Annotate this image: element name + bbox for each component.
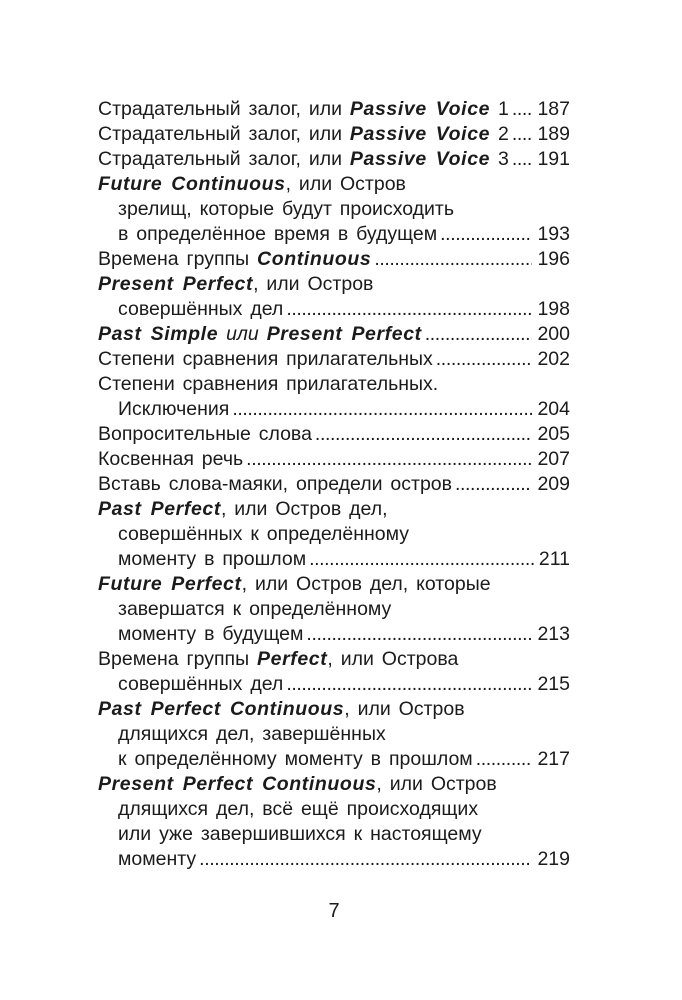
toc-line-text (98, 447, 243, 472)
page-ref: 187 (537, 98, 570, 120)
entry-text: Времена группы (98, 248, 258, 270)
toc-line (98, 447, 570, 472)
entry-term: Past Perfect Continuous (98, 698, 345, 720)
toc-line (98, 572, 570, 597)
entry-text: моменту в будущем (118, 623, 304, 645)
toc-line-text (98, 472, 452, 497)
entry-text: 1 (490, 98, 509, 120)
dot-leader (512, 147, 533, 172)
toc-entry (98, 97, 570, 122)
entry-text: завершатся к определённому (118, 598, 392, 620)
entry-text: , или Остров (285, 173, 406, 195)
dot-leader (286, 297, 532, 322)
toc-line (98, 97, 570, 122)
toc-line-text (98, 122, 509, 147)
dot-leader (455, 472, 532, 497)
entry-text: , или Остров (376, 773, 497, 795)
entry-term: Future Perfect (98, 573, 242, 595)
toc-line-text (118, 197, 454, 222)
toc-line-text (98, 272, 373, 297)
toc-line (98, 372, 570, 397)
toc-line (98, 197, 570, 222)
entry-text: , или Острова (327, 648, 459, 670)
toc-line-text (118, 797, 478, 822)
toc-line (98, 522, 570, 547)
toc-line (98, 172, 570, 197)
toc-entry (98, 372, 570, 422)
dot-leader (512, 97, 533, 122)
entry-text: совершённых к определённому (118, 523, 410, 545)
toc-line (98, 822, 570, 847)
entry-text: Степени сравнения прилагательных (98, 348, 433, 370)
entry-term: Future Continuous (98, 173, 286, 195)
toc-entry (98, 122, 570, 147)
toc-line (98, 122, 570, 147)
page-ref: 205 (537, 423, 570, 445)
toc-line (98, 147, 570, 172)
toc-line (98, 647, 570, 672)
entry-text: совершённых дел (118, 298, 284, 320)
page-ref: 191 (537, 148, 570, 170)
page-ref: 200 (537, 323, 570, 345)
toc-line-text (118, 222, 437, 247)
page-ref: 196 (537, 248, 570, 270)
dot-leader (436, 347, 533, 372)
entry-term: Perfect (257, 648, 328, 670)
toc-line (98, 672, 570, 697)
entry-text: Страдательный залог, или (98, 123, 350, 145)
entry-text: в определённое время в будущем (118, 223, 438, 245)
toc-line (98, 472, 570, 497)
toc-line-text (98, 372, 438, 397)
toc-line-text (118, 597, 391, 622)
toc-entry (98, 147, 570, 172)
toc-line-text (98, 572, 491, 597)
dot-leader (440, 222, 532, 247)
toc-line-text (118, 847, 196, 872)
toc-line-text (118, 397, 229, 422)
entry-text: Вставь слова-маяки, определи остров (98, 473, 452, 495)
page-ref: 198 (537, 298, 570, 320)
entry-term: Passive Voice (349, 123, 491, 145)
entry-term: Passive Voice (349, 98, 491, 120)
table-of-contents (98, 97, 570, 872)
entry-text: Вопросительные слова (98, 423, 312, 445)
toc-line-text (98, 697, 465, 722)
toc-line (98, 247, 570, 272)
toc-line (98, 272, 570, 297)
toc-line-text (118, 822, 482, 847)
toc-line-text (98, 172, 406, 197)
toc-line (98, 322, 570, 347)
toc-line (98, 497, 570, 522)
entry-term: Present Perfect (266, 323, 422, 345)
toc-line-text (98, 647, 458, 672)
toc-line (98, 222, 570, 247)
toc-line-text (98, 772, 497, 797)
toc-entry (98, 447, 570, 472)
entry-term: Present Perfect (98, 273, 254, 295)
toc-entry (98, 247, 570, 272)
toc-line-text (118, 297, 283, 322)
entry-term: Present Perfect Continuous (98, 773, 377, 795)
dot-leader (309, 547, 534, 572)
toc-line (98, 622, 570, 647)
dot-leader (512, 122, 533, 147)
entry-text: к определённому моменту в прошлом (118, 748, 473, 770)
page-ref: 213 (537, 623, 570, 645)
entry-text: Времена группы (98, 648, 258, 670)
entry-text: 2 (490, 123, 509, 145)
toc-entry (98, 772, 570, 872)
page-ref: 193 (537, 223, 570, 245)
toc-line-text (98, 497, 388, 522)
entry-text: или (218, 323, 267, 345)
entry-text: длящихся дел, завершённых (118, 723, 386, 745)
entry-text: совершённых дел (118, 673, 284, 695)
toc-line (98, 422, 570, 447)
toc-entry (98, 572, 570, 647)
toc-line (98, 297, 570, 322)
toc-entry (98, 172, 570, 247)
dot-leader (306, 622, 532, 647)
toc-line-text (118, 622, 303, 647)
toc-line-text (98, 97, 509, 122)
entry-text: Страдательный залог, или (98, 98, 350, 120)
dot-leader (476, 747, 533, 772)
toc-line (98, 697, 570, 722)
dot-leader (425, 322, 533, 347)
dot-leader (374, 247, 532, 272)
entry-text: Степени сравнения прилагательных. (98, 373, 439, 395)
toc-entry (98, 347, 570, 372)
toc-line-text (98, 347, 433, 372)
entry-text: Страдательный залог, или (98, 148, 350, 170)
toc-line-text (118, 747, 473, 772)
toc-entry (98, 497, 570, 572)
page-ref: 219 (537, 848, 570, 870)
toc-entry (98, 422, 570, 447)
entry-text: Косвенная речь (98, 448, 244, 470)
toc-line (98, 547, 570, 572)
entry-text: , или Остров (253, 273, 374, 295)
entry-term: Continuous (257, 248, 372, 270)
toc-line (98, 397, 570, 422)
toc-entry (98, 472, 570, 497)
page-ref: 189 (537, 123, 570, 145)
page-ref: 204 (537, 398, 570, 420)
page-ref: 202 (537, 348, 570, 370)
toc-line-text (98, 422, 312, 447)
toc-line-text (118, 722, 386, 747)
toc-line (98, 347, 570, 372)
toc-entry (98, 697, 570, 772)
entry-text: Исключения (118, 398, 230, 420)
toc-line (98, 847, 570, 872)
dot-leader (199, 847, 532, 872)
toc-line-text (98, 147, 509, 172)
toc-line-text (98, 247, 371, 272)
entry-term: Past Perfect (98, 498, 221, 520)
entry-term: Past Simple (98, 323, 219, 345)
toc-line-text (98, 322, 422, 347)
entry-text: моменту (118, 848, 197, 870)
toc-line-text (118, 547, 306, 572)
entry-text: , или Остров (344, 698, 465, 720)
page-ref: 211 (538, 548, 570, 570)
dot-leader (232, 397, 532, 422)
toc-line (98, 722, 570, 747)
dot-leader (315, 422, 533, 447)
dot-leader (286, 672, 532, 697)
page-ref: 215 (537, 673, 570, 695)
page-ref: 217 (537, 748, 570, 770)
toc-line-text (118, 522, 409, 547)
page-ref: 207 (537, 448, 570, 470)
entry-text: 3 (490, 148, 509, 170)
entry-text: , или Остров дел, (220, 498, 388, 520)
toc-line (98, 597, 570, 622)
toc-entry (98, 322, 570, 347)
page-ref: 209 (537, 473, 570, 495)
toc-line (98, 747, 570, 772)
toc-entry (98, 647, 570, 697)
toc-line (98, 797, 570, 822)
dot-leader (246, 447, 532, 472)
entry-text: моменту в прошлом (118, 548, 307, 570)
toc-line-text (118, 672, 283, 697)
toc-entry (98, 272, 570, 322)
entry-text: зрелищ, которые будут происходить (118, 198, 455, 220)
entry-text: или уже завершившихся к настоящему (118, 823, 482, 845)
entry-text: длящихся дел, всё ещё происходящих (118, 798, 479, 820)
entry-text: , или Остров дел, которые (241, 573, 491, 595)
entry-term: Passive Voice (349, 148, 491, 170)
page-number: 7 (328, 900, 340, 922)
toc-line (98, 772, 570, 797)
